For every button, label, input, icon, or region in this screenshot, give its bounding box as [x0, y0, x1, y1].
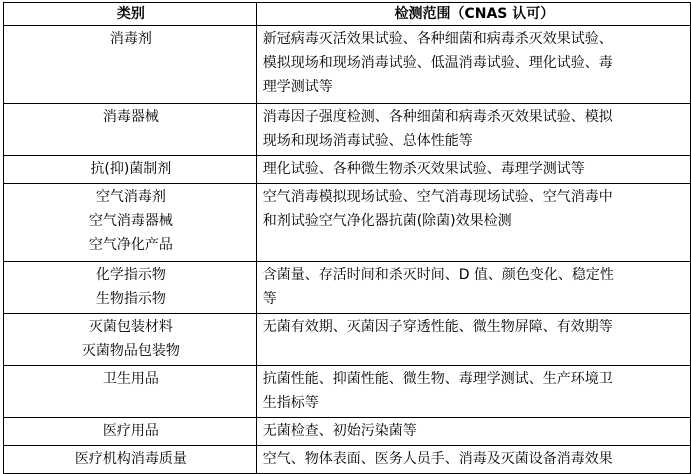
table-row: [4, 184, 691, 262]
scope-line: 等: [262, 291, 277, 307]
scope-cell: [256, 446, 690, 474]
category-cell: [4, 104, 257, 156]
scope-line: 抗菌性能、抑菌性能、微生物、毒理学测试、生产环境卫: [262, 371, 613, 387]
scope-line: 和剂试验空气净化器抗菌(除菌)效果检测: [262, 213, 512, 229]
category-line: 卫生用品: [102, 371, 159, 387]
category-cell: [4, 156, 257, 184]
category-line: 化学指示物: [95, 267, 166, 283]
scope-cell: [256, 262, 690, 314]
scope-cell: [256, 314, 690, 366]
scope-cell: [256, 26, 690, 104]
scope-line: 理化试验、各种微生物杀灭效果试验、毒理学测试等: [262, 161, 585, 177]
table-row: [4, 446, 691, 474]
category-cell: [4, 418, 257, 446]
scope-line: 理学测试等: [262, 79, 333, 95]
table-row: [4, 26, 691, 104]
scope-cell: [256, 184, 690, 262]
category-cell: [4, 184, 257, 262]
category-cell: [4, 366, 257, 418]
header-scope: 检测范围（CNAS 认可）: [256, 3, 690, 26]
scope-line: 空气消毒模拟现场试验、空气消毒现场试验、空气消毒中: [262, 189, 613, 205]
category-cell: [4, 26, 257, 104]
table-header-row: [4, 3, 691, 26]
table-row: [4, 366, 691, 418]
category-cell: [4, 314, 257, 366]
category-line: 灭菌物品包装物: [81, 343, 180, 359]
category-line: 消毒剂: [109, 31, 152, 47]
table-row: [4, 418, 691, 446]
category-line: 医疗用品: [102, 423, 159, 439]
category-cell: [4, 446, 257, 474]
scope-cell: [256, 104, 690, 156]
category-line: 灭菌包装材料: [88, 319, 173, 335]
category-line: 医疗机构消毒质量: [74, 451, 187, 467]
detection-scope-table: [3, 2, 691, 474]
scope-line: 生指标等: [262, 395, 319, 411]
header-category: 类别: [4, 3, 257, 26]
category-line: 生物指示物: [95, 291, 166, 307]
table-row: [4, 262, 691, 314]
category-line: 空气消毒剂: [95, 189, 166, 205]
scope-cell: [256, 418, 690, 446]
category-cell: [4, 262, 257, 314]
scope-line: 无菌有效期、灭菌因子穿透性能、微生物屏障、有效期等: [262, 319, 613, 335]
table-row: [4, 314, 691, 366]
scope-line: 空气、物体表面、医务人员手、消毒及灭菌设备消毒效果: [262, 451, 613, 467]
category-line: 抗(抑)菌制剂: [90, 161, 172, 177]
table-row: [4, 104, 691, 156]
scope-line: 新冠病毒灭活效果试验、各种细菌和病毒杀灭效果试验、: [262, 31, 613, 47]
scope-line: 消毒因子强度检测、各种细菌和病毒杀灭效果试验、模拟: [262, 109, 613, 125]
table-row: [4, 156, 691, 184]
scope-line: 模拟现场和现场消毒试验、低温消毒试验、理化试验、毒: [262, 55, 613, 71]
scope-cell: [256, 366, 690, 418]
scope-line: 无菌检查、初始污染菌等: [262, 423, 417, 439]
category-line: 消毒器械: [102, 109, 159, 125]
scope-line: 现场和现场消毒试验、总体性能等: [262, 133, 473, 149]
category-line: 空气消毒器械: [88, 213, 173, 229]
category-line: 空气净化产品: [88, 237, 173, 253]
scope-line: 含菌量、存活时间和杀灭时间、D 值、颜色变化、稳定性: [262, 267, 614, 283]
scope-cell: [256, 156, 690, 184]
